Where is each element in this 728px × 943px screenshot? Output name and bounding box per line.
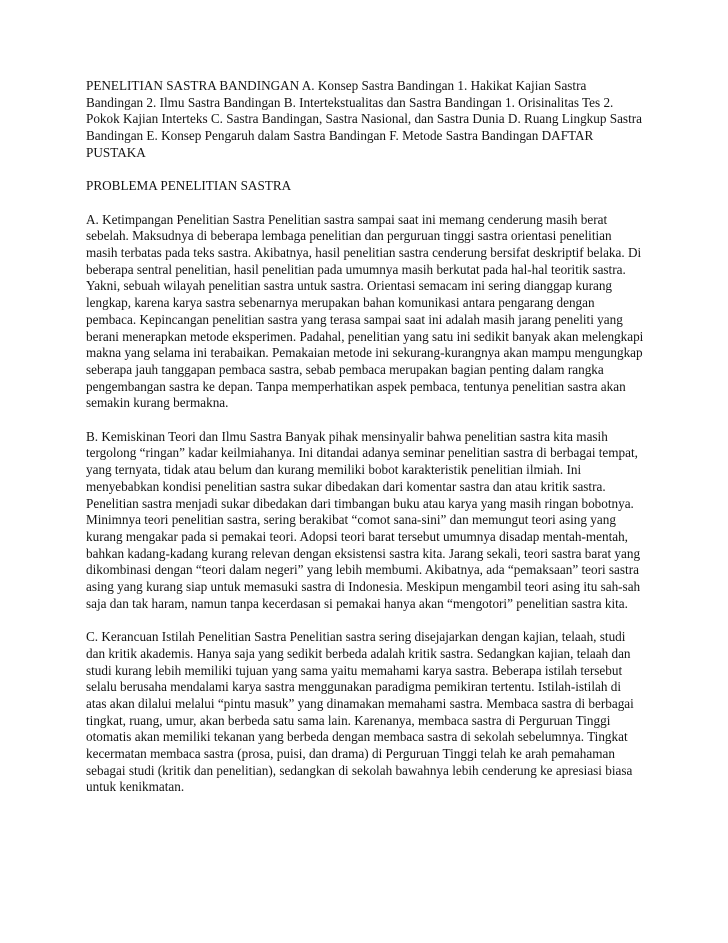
section-a-paragraph: A. Ketimpangan Penelitian Sastra Penelitian sastra sampai saat ini memang cenderung masih berat sebelah. Maksudnya di beberapa lembaga penelitian dan perguruan tinggi sastra orientasi penelitian masih terbatas pada teks sastra. Akibatnya, hasil penelitian sastra cenderung bersifat deskriptif belaka. Di beberapa sentral penelitian, hasil penelitian pada umumnya masih berkutat pada hal-hal teoritik sastra. Yakni, sebuah wilayah penelitian sastra untuk sastra. Orientasi semacam ini sering dianggap kurang lengkap, karena karya sastra sebenarnya merupakan bahan komunikasi antara pengarang dengan pembaca. Kepincangan penelitian sastra yang terasa sampai saat ini adalah masih jarang peneliti yang berani menerapkan metode eksperimen. Padahal, penelitian yang satu ini sedikit banyak akan melengkapi makna yang selama ini terabaikan. Pemakaian metode ini sekurang-kurangnya akan mampu mengungkap seberapa jauh tanggapan pembaca sastra, sebab pembaca merupakan bagian penting dalam rangka pengembangan sastra ke depan. Tanpa memperhatikan aspek pembaca, tentunya penelitian sastra akan semakin kurang bermakna.	[86, 211, 644, 411]
table-of-contents-paragraph: PENELITIAN SASTRA BANDINGAN A. Konsep Sastra Bandingan 1. Hakikat Kajian Sastra Bandingan 2. Ilmu Sastra Bandingan B. Intertekstualitas dan Sastra Bandingan 1. Orisinalitas Tes 2. Pokok Kajian Interteks C. Sastra Bandingan, Sastra Nasional, dan Sastra Dunia D. Ruang Lingkup Sastra Bandingan E. Konsep Pengaruh dalam Sastra Bandingan F. Metode Sastra Bandingan DAFTAR PUSTAKA	[86, 78, 642, 160]
section-b-paragraph: B. Kemiskinan Teori dan Ilmu Sastra Banyak pihak mensinyalir bahwa penelitian sastra kita masih tergolong “ringan” kadar keilmiahanya. Ini ditandai adanya seminar penelitian sastra di berbagai tempat, yang ternyata, tidak atau belum dan kurang memiliki bobot karakteristik penelitian ilmiah. Ini menyebabkan kondisi penelitian sastra sukar dibedakan dari komentar sastra dan atau kritik sastra. Penelitian sastra menjadi sukar dibedakan dari timbangan buku atau karya yang masih ringan bobotnya. Minimnya teori penelitian sastra, sering berakibat “comot sana-sini” dan memungut teori asing yang kurang mengakar pada si pemakai teori. Adopsi teori barat tersebut umumnya disadap mentah-mentah, bahkan kadang-kadang kurang relevan dengan eksistensi sastra kita. Jarang sekali, teori sastra barat yang dikombinasi dengan “teori dalam negeri” yang lebih membumi. Akibatnya, ada “pemaksaan” teori sastra asing yang kurang siap untuk memasuki sastra di Indonesia. Meskipun mengambil teori asing itu sah-sah saja dan tak haram, namun tanpa kecerdasan si pemakai hanya akan “mengotori” penelitian sastra kita.	[86, 428, 641, 611]
document-body	[86, 78, 644, 796]
section-heading: PROBLEMA PENELITIAN SASTRA	[86, 178, 292, 194]
section-c-paragraph: C. Kerancuan Istilah Penelitian Sastra Penelitian sastra sering disejajarkan dengan kajian, telaah, studi dan kritik akademis. Hanya saja yang sedikit berbeda adalah kritik sastra. Sedangkan kajian, telaah dan studi kurang lebih memiliki tujuan yang sama yaitu memahami karya sastra. Beberapa istilah tersebut selalu berusaha mendalami karya sastra menggunakan paradigma pemikiran tertentu. Istilah-istilah di atas akan dilalui melalui “pintu masuk” yang dinamakan memahami sastra. Membaca sastra di berbagai tingkat, ruang, umur, akan berbeda satu sama lain. Karenanya, membaca sastra di Perguruan Tinggi otomatis akan memiliki tekanan yang berbeda dengan membaca sastra di sekolah sebelumnya. Tingkat kecermatan membaca sastra (prosa, puisi, dan drama) di Perguruan Tinggi telah ke arah pemahaman sebagai studi (kritik dan penelitian), sedangkan di sekolah bawahnya lebih cenderung ke apresiasi biasa untuk kenikmatan.	[86, 629, 634, 795]
